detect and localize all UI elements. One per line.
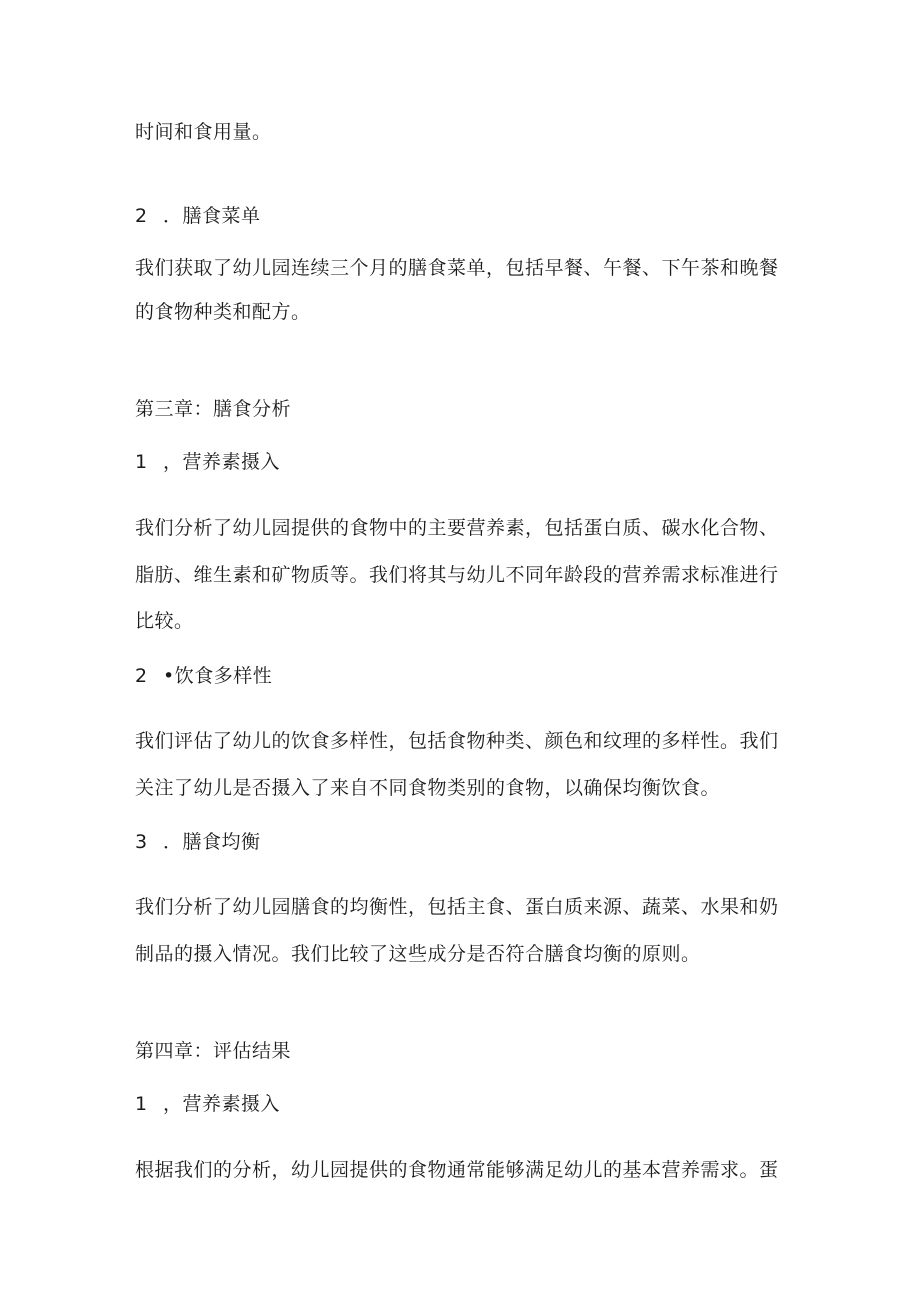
section-number: 1 [135, 451, 148, 473]
section-title: •饮食多样性 [163, 665, 273, 687]
paragraph-diversity-line-2: 关注了幼儿是否摄入了来自不同食物类别的食物，以确保均衡饮食。 [135, 777, 721, 799]
section-number: 2 [135, 205, 148, 227]
section-number: 2 [135, 665, 148, 687]
paragraph-menu-line-2: 的食物种类和配方。 [135, 301, 311, 323]
section-heading-menu [135, 204, 261, 228]
section-title: ，营养素摄入 [163, 1093, 281, 1115]
section-number: 3 [135, 831, 148, 853]
paragraph-diversity-line-1: 我们评估了幼儿的饮食多样性，包括食物种类、颜色和纹理的多样性。我们 [135, 730, 779, 752]
chapter-title-4: 第四章：评估结果 [135, 1040, 292, 1062]
section-title: ．膳食菜单 [163, 205, 261, 227]
section-heading-nutrients [135, 450, 280, 474]
section-title: ．膳食均衡 [163, 831, 261, 853]
section-heading-balance [135, 830, 261, 854]
paragraph-intro-tail: 时间和食用量。 [135, 121, 272, 143]
paragraph-nutrients-line-3: 比较。 [135, 610, 194, 632]
paragraph-nutrients-line-2: 脂肪、维生素和矿物质等。我们将其与幼儿不同年龄段的营养需求标准进行 [135, 564, 779, 586]
chapter-title-3: 第三章：膳食分析 [135, 398, 292, 420]
section-title: ，营养素摄入 [163, 451, 281, 473]
section-number: 1 [135, 1093, 148, 1115]
section-heading-results-nutrients [135, 1092, 280, 1116]
paragraph-balance-line-2: 制品的摄入情况。我们比较了这些成分是否符合膳食均衡的原则。 [135, 943, 701, 965]
paragraph-balance-line-1: 我们分析了幼儿园膳食的均衡性，包括主食、蛋白质来源、蔬菜、水果和奶 [135, 896, 779, 918]
paragraph-nutrients-line-1: 我们分析了幼儿园提供的食物中的主要营养素，包括蛋白质、碳水化合物、 [135, 517, 779, 539]
paragraph-results-line-1: 根据我们的分析，幼儿园提供的食物通常能够满足幼儿的基本营养需求。蛋 [135, 1159, 779, 1181]
section-heading-diversity [135, 664, 272, 688]
paragraph-menu-line-1: 我们获取了幼儿园连续三个月的膳食菜单，包括早餐、午餐、下午茶和晚餐 [135, 257, 779, 279]
